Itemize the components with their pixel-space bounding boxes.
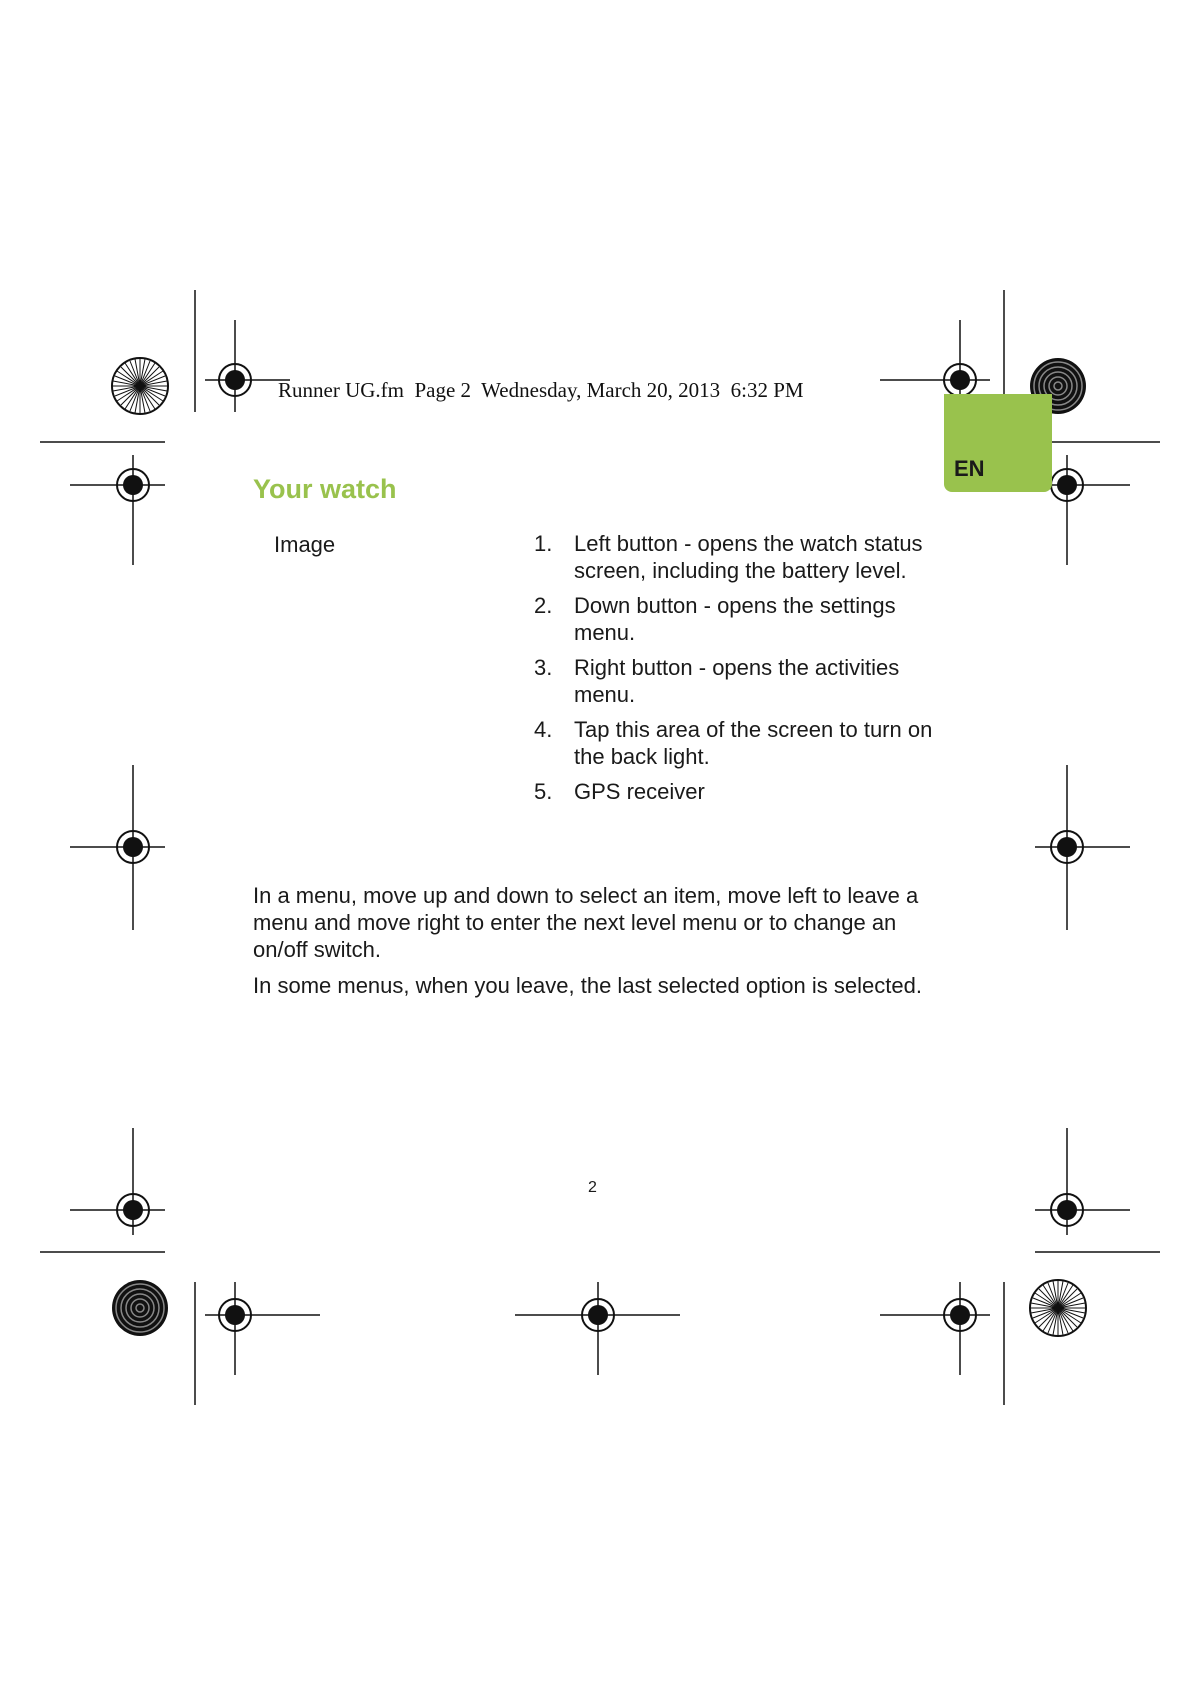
list-item-number: 3.: [534, 655, 553, 680]
list-item: [534, 778, 934, 805]
list-item-number: 4.: [534, 717, 553, 742]
file-info-header: Runner UG.fm Page 2 Wednesday, March 20, 2013 6:32 PM: [278, 378, 804, 402]
list-item: [534, 530, 934, 584]
list-item: [534, 654, 934, 708]
list-item-number: 5.: [534, 779, 553, 804]
list-item: [534, 592, 934, 646]
menu-navigation-paragraph: In a menu, move up and down to select an item, move left to leave a menu and move right to enter the next level menu or to change an on/off switch.: [253, 883, 919, 962]
image-placeholder: Image: [274, 532, 336, 557]
section-title: Your watch: [253, 474, 397, 504]
list-item-text: Left button - opens the watch status screen, including the battery level.: [574, 531, 923, 583]
list-item-text: Tap this area of the screen to turn on the back light.: [574, 717, 933, 769]
page-number: 2: [588, 1179, 597, 1196]
menu-selection-paragraph: In some menus, when you leave, the last selected option is selected.: [253, 973, 922, 998]
language-label: EN: [954, 456, 985, 481]
list-item-number: 1.: [534, 531, 553, 556]
list-item-text: Down button - opens the settings menu.: [574, 593, 896, 645]
watch-button-list: [534, 530, 934, 813]
list-item-text: Right button - opens the activities menu.: [574, 655, 900, 707]
list-item-text: GPS receiver: [574, 779, 705, 804]
list-item: [534, 716, 934, 770]
list-item-number: 2.: [534, 593, 553, 618]
